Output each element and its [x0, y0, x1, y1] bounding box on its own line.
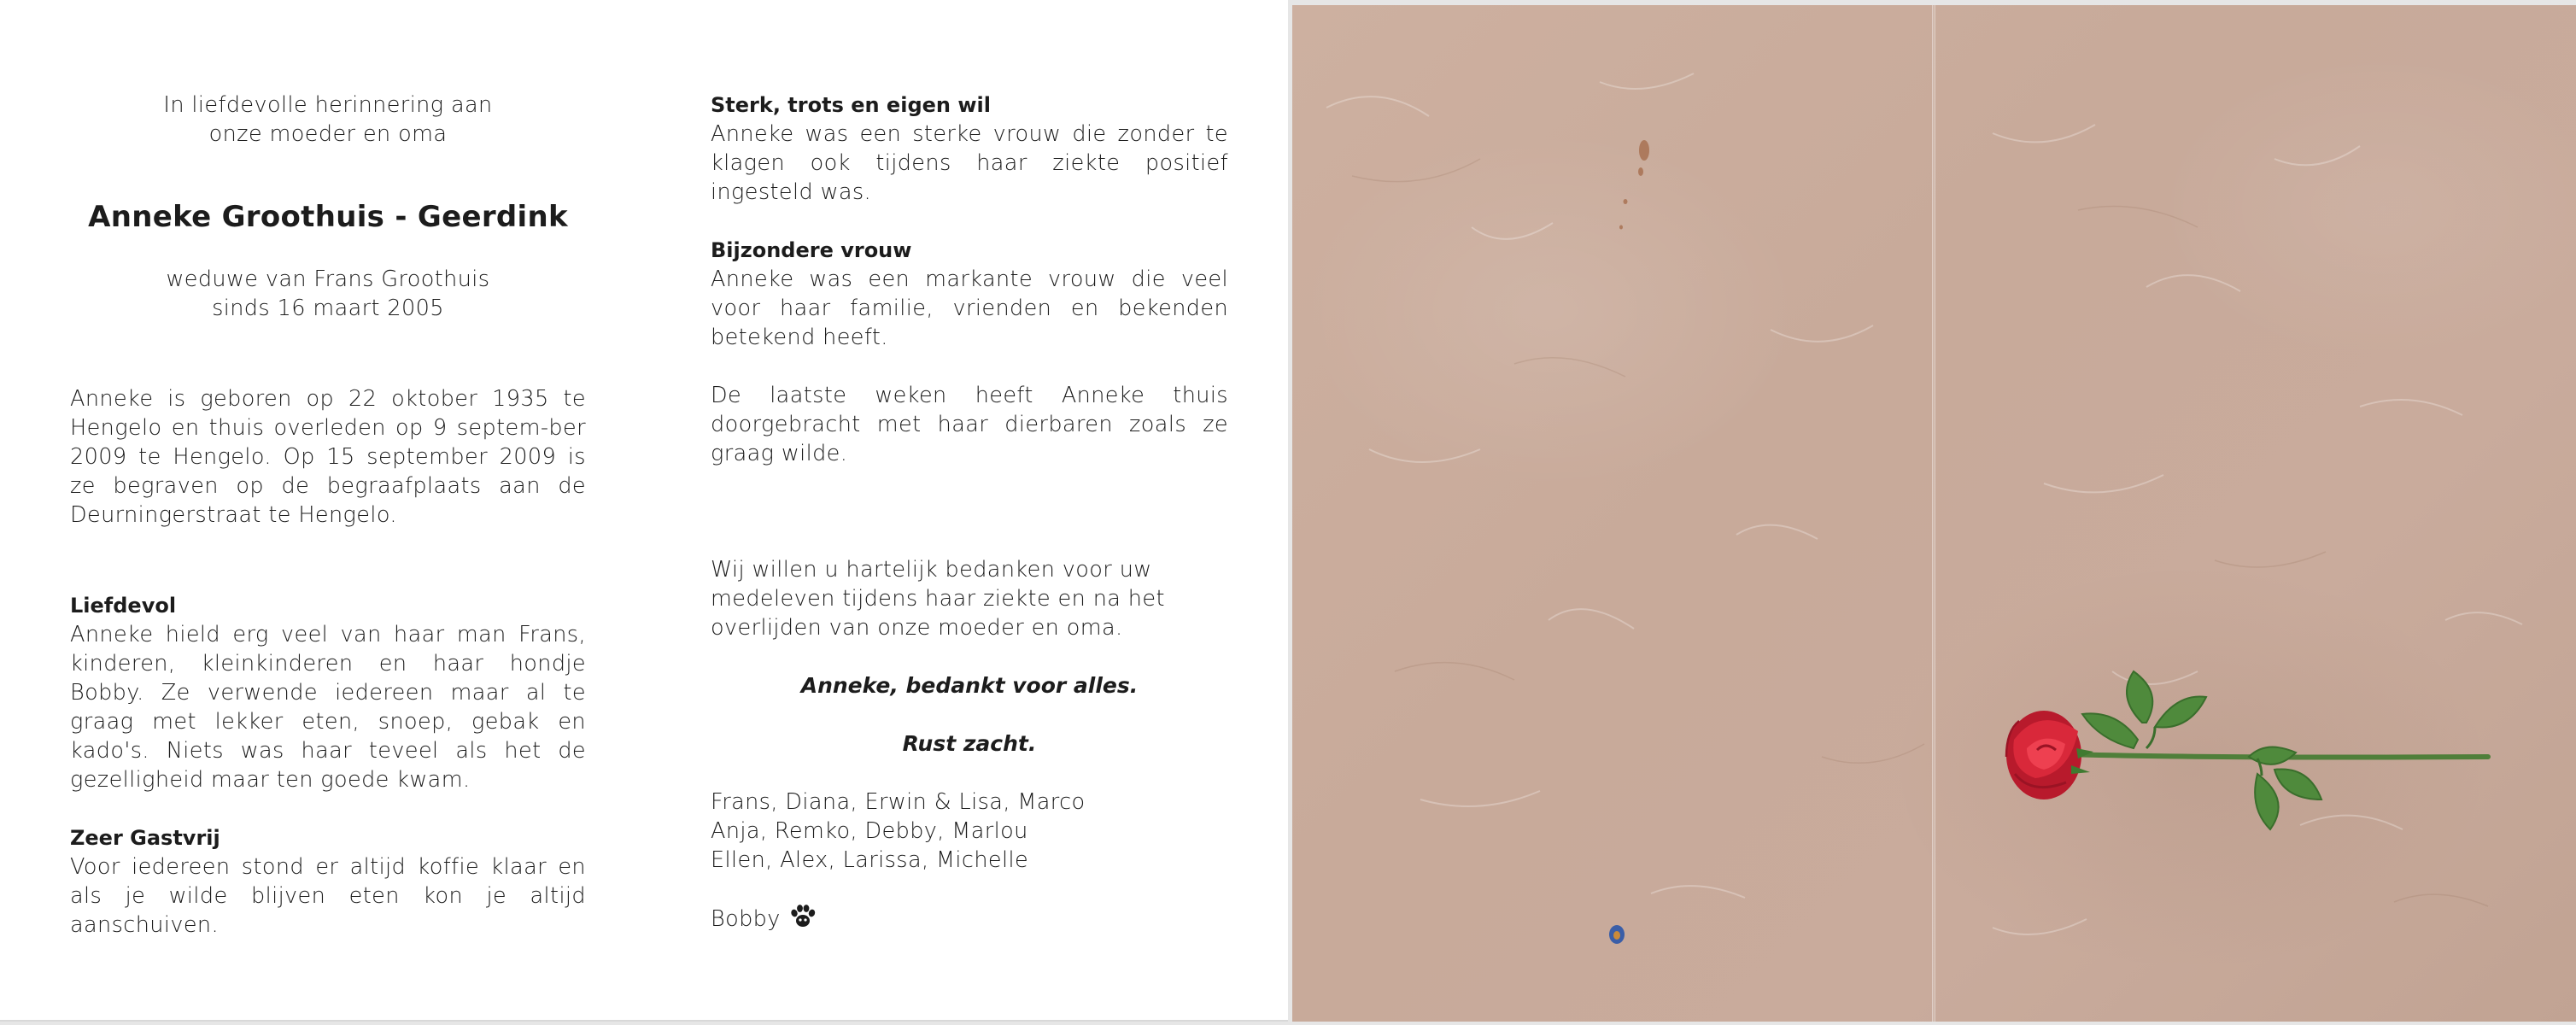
pet-line: [711, 904, 1228, 937]
rose-head: [2006, 711, 2081, 800]
section-text: Voor iedereen stond er altijd koffie klaar en als je wilde blijven eten kon je altijd aanschuiven.: [70, 854, 586, 938]
last-weeks-paragraph: De laatste weken heeft Anneke thuis doorgebracht met haar dierbaren zoals ze graag wilde.: [711, 383, 1228, 466]
section-zeer-gastvrij: [70, 823, 586, 940]
deceased-name: Anneke Groothuis - Geerdink: [88, 200, 568, 234]
family-list: [711, 788, 1228, 875]
left-column: [70, 91, 586, 940]
section-liefdevol: [70, 591, 586, 794]
intro-line-2: onze moeder en oma: [208, 121, 448, 147]
section-text: Anneke was een sterke vrouw die zonder te klagen ook tijdens haar ziekte positief ingesteld was.: [711, 121, 1228, 205]
section-sterk-trots: [711, 91, 1228, 207]
intro-line-1: In liefdevolle herinnering aan: [163, 92, 493, 118]
family-line: Ellen, Alex, Larissa, Michelle: [711, 847, 1029, 873]
biography-paragraph: Anneke is geboren op 22 oktober 1935 te Hengelo en thuis overleden op 9 septem-ber 2009 te Hengelo. Op 15 september 2009 is ze begraven op de begraafplaats aan de Deurningerstraat te Hengelo.: [70, 386, 586, 528]
card-inside-panel: [0, 0, 1288, 1022]
family-line: Frans, Diana, Erwin & Lisa, Marco: [711, 789, 1086, 815]
pet-name: Bobby: [711, 906, 781, 932]
closing-thanks: Anneke, bedankt voor alles.: [800, 673, 1139, 698]
section-heading: Zeer Gastvrij: [70, 826, 220, 850]
section-text: Anneke hield erg veel van haar man Frans, kinderen, kleinkinderen en haar hondje Bobby. Ze verwende iedereen maar al te graag met lekker eten, snoep, gebak en kado's. Niets was haar teveel als het de gezelligheid maar ten goede kwam.: [70, 622, 586, 793]
section-heading: Bijzondere vrouw: [711, 238, 912, 262]
closing-rest: Rust zacht.: [902, 731, 1037, 756]
thanks-paragraph: Wij willen u hartelijk bedanken voor uw medeleven tijdens haar ziekte en na het overlijden van onze moeder en oma.: [711, 557, 1165, 641]
section-heading: Liefdevol: [70, 594, 177, 618]
section-bijzondere-vrouw: [711, 236, 1228, 352]
family-line: Anja, Remko, Debby, Marlou: [711, 818, 1028, 844]
widow-line-2: sinds 16 maart 2005: [212, 296, 444, 321]
intro-block: [70, 91, 586, 149]
name-block: [70, 198, 586, 236]
widow-block: [70, 265, 586, 323]
card-fold-crease: [1932, 5, 1935, 1022]
right-column: [711, 91, 1228, 937]
section-heading: Sterk, trots en eigen wil: [711, 93, 991, 117]
paw-print-icon: [789, 904, 817, 937]
section-text: Anneke was een markante vrouw die veel voor haar familie, vrienden en bekenden betekend heeft.: [711, 266, 1228, 350]
widow-line-1: weduwe van Frans Groothuis: [166, 266, 490, 292]
